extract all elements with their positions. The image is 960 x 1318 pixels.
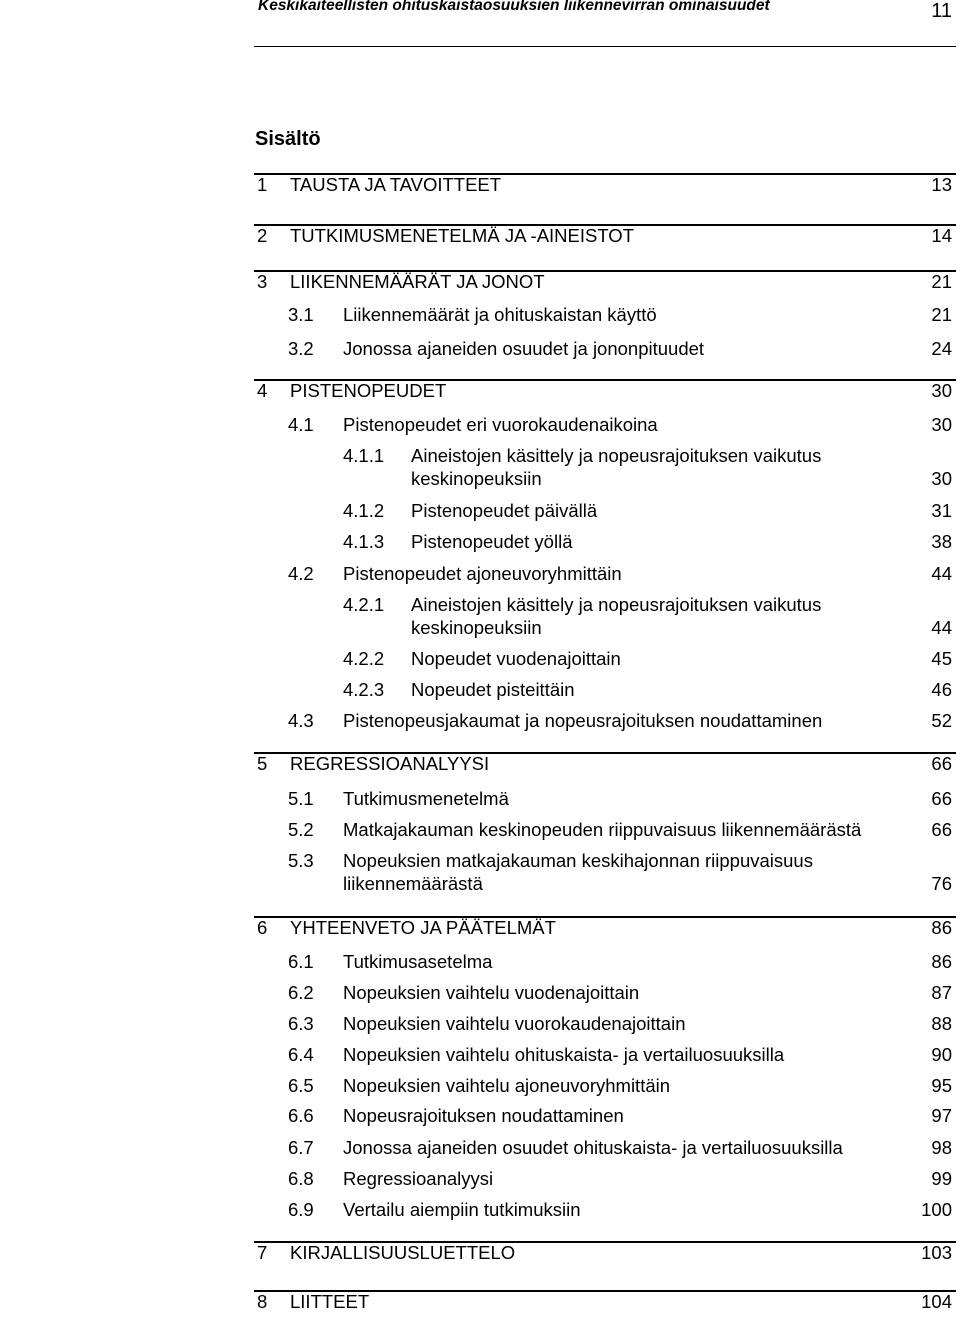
toc-entry-number: 6.3 (288, 1013, 314, 1034)
toc-entry-number: 4.3 (288, 710, 314, 731)
toc-entry-number: 5.2 (288, 819, 314, 840)
toc-entry-title: Nopeusrajoituksen noudattaminen (343, 1105, 624, 1126)
toc-entry-number: 6.8 (288, 1168, 314, 1189)
toc-entry-number: 4.1 (288, 414, 314, 435)
toc-entry-page: 44 (931, 617, 952, 638)
toc-entry-page: 14 (931, 225, 952, 246)
toc-entry-title: Jonossa ajaneiden osuudet ja jononpituudet (343, 338, 705, 359)
toc-entry-number: 4.1.1 (343, 445, 385, 466)
toc-entry-page: 86 (931, 951, 952, 972)
toc-entry-page: 100 (921, 1199, 952, 1220)
toc-entry-page: 24 (931, 338, 952, 359)
toc-entry-7[interactable] (254, 1241, 956, 1263)
toc-entry-number: 4.2.3 (343, 679, 385, 700)
toc-entry-page: 95 (931, 1075, 952, 1096)
toc-entry-title: PISTENOPEUDET (290, 380, 447, 401)
toc-entry-number: 6.6 (288, 1105, 314, 1126)
toc-entry-title: Pistenopeudet eri vuorokaudenaikoina (343, 414, 658, 435)
toc-entry-title: Matkajakauman keskinopeuden riippuvaisuus liikennemäärästä (343, 819, 862, 840)
toc-entry-title: Liikennemäärät ja ohituskaistan käyttö (343, 304, 657, 325)
toc-entry-2[interactable] (254, 224, 956, 246)
toc-entry-page: 87 (931, 982, 952, 1003)
toc-entry-number: 4.2 (288, 563, 314, 584)
toc-entry-number: 6.1 (288, 951, 314, 972)
toc-entry-title: Nopeuksien vaihtelu vuorokaudenajoittain (343, 1013, 686, 1034)
toc-entry-number: 6.2 (288, 982, 314, 1003)
toc-entry-page: 31 (931, 500, 952, 521)
toc-entry-title: Pistenopeudet päivällä (411, 500, 598, 521)
toc-entry-title-line1: Aineistojen käsittely ja nopeusrajoituksen vaikutus (411, 594, 822, 615)
toc-entry-number: 4.2.1 (343, 594, 385, 615)
toc-entry-number: 3.1 (288, 304, 314, 325)
toc-entry-title: Pistenopeudet ajoneuvoryhmittäin (343, 563, 622, 584)
toc-entry-4[interactable] (254, 379, 956, 401)
toc-entry-1[interactable] (254, 173, 956, 195)
toc-entry-title-line2: keskinopeuksiin (411, 468, 542, 489)
toc-entry-page: 76 (931, 873, 952, 894)
toc-entry-page: 88 (931, 1013, 952, 1034)
toc-entry-title: KIRJALLISUUSLUETTELO (290, 1242, 516, 1263)
toc-entry-title-line2: liikennemäärästä (343, 873, 483, 894)
toc-entry-title: LIITTEET (290, 1291, 370, 1312)
toc-entry-number: 2 (257, 225, 268, 246)
toc-entry-number: 6.4 (288, 1044, 314, 1065)
toc-entry-title: LIIKENNEMÄÄRÄT JA JONOT (290, 271, 545, 292)
toc-entry-page: 103 (921, 1242, 952, 1263)
toc-entry-title: Jonossa ajaneiden osuudet ohituskaista- ja vertailuosuuksilla (343, 1137, 843, 1158)
toc-entry-page: 44 (931, 563, 952, 584)
toc-entry-title: Nopeuksien vaihtelu ohituskaista- ja vertailuosuuksilla (343, 1044, 785, 1065)
toc-entry-number: 5.1 (288, 788, 314, 809)
running-title: Keskikaiteellisten ohituskaistaosuuksien liikennevirran ominaisuudet (258, 0, 770, 14)
toc-entry-5[interactable] (254, 752, 956, 774)
toc-entry-number: 1 (257, 174, 268, 195)
toc-entry-page: 21 (931, 304, 952, 325)
toc-entry-number: 4.2.2 (343, 648, 385, 669)
toc-entry-number: 5 (257, 753, 268, 774)
toc-entry-title: Vertailu aiempiin tutkimuksiin (343, 1199, 581, 1220)
toc-entry-number: 6.5 (288, 1075, 314, 1096)
toc-entry-number: 8 (257, 1291, 268, 1312)
toc-entry-title: Nopeuksien vaihtelu ajoneuvoryhmittäin (343, 1075, 671, 1096)
toc-entry-title: YHTEENVETO JA PÄÄTELMÄT (290, 917, 556, 938)
toc-entry-page: 104 (921, 1291, 952, 1312)
toc-entry-title: Nopeudet vuodenajoittain (411, 648, 621, 669)
toc-entry-number: 3 (257, 271, 268, 292)
toc-entry-page: 52 (931, 710, 952, 731)
toc-entry-page: 21 (931, 271, 952, 292)
toc-entry-page: 66 (931, 753, 952, 774)
toc-entry-title: TUTKIMUSMENETELMÄ JA -AINEISTOT (290, 225, 635, 246)
header-divider (254, 46, 956, 47)
toc-entry-6[interactable] (254, 916, 956, 938)
toc-entry-number: 6.7 (288, 1137, 314, 1158)
toc-entry-page: 98 (931, 1137, 952, 1158)
toc-entry-title: Tutkimusasetelma (343, 951, 493, 972)
toc-entry-number: 5.3 (288, 850, 314, 871)
page-number: 11 (931, 0, 952, 22)
toc-entry-page: 90 (931, 1044, 952, 1065)
toc-entry-title: Regressioanalyysi (343, 1168, 494, 1189)
toc-heading: Sisältö (255, 128, 321, 150)
toc-entry-page: 99 (931, 1168, 952, 1189)
toc-entry-number: 7 (257, 1242, 268, 1263)
toc-entry-page: 46 (931, 679, 952, 700)
toc-entry-page: 38 (931, 531, 952, 552)
toc-entry-page: 45 (931, 648, 952, 669)
toc-entry-page: 30 (931, 468, 952, 489)
toc-entry-3[interactable] (254, 270, 956, 292)
toc-entry-title: Nopeuksien vaihtelu vuodenajoittain (343, 982, 640, 1003)
toc-entry-page: 30 (931, 380, 952, 401)
toc-entry-number: 4 (257, 380, 268, 401)
toc-entry-title: TAUSTA JA TAVOITTEET (290, 174, 502, 195)
toc-entry-8[interactable] (254, 1290, 956, 1312)
toc-entry-number: 3.2 (288, 338, 314, 359)
toc-entry-number: 4.1.2 (343, 500, 385, 521)
toc-entry-page: 13 (931, 174, 952, 195)
toc-entry-title: Pistenopeudet yöllä (411, 531, 573, 552)
toc-entry-page: 66 (931, 819, 952, 840)
toc-entry-title-line1: Nopeuksien matkajakauman keskihajonnan riippuvaisuus (343, 850, 813, 871)
toc-entry-number: 6 (257, 917, 268, 938)
toc-entry-title: Pistenopeusjakaumat ja nopeusrajoituksen noudattaminen (343, 710, 823, 731)
toc-entry-title-line2: keskinopeuksiin (411, 617, 542, 638)
toc-entry-page: 97 (931, 1105, 952, 1126)
toc-entry-title: REGRESSIOANALYYSI (290, 753, 490, 774)
toc-entry-page: 86 (931, 917, 952, 938)
toc-entry-number: 6.9 (288, 1199, 314, 1220)
toc-entry-page: 30 (931, 414, 952, 435)
toc-entry-page: 66 (931, 788, 952, 809)
toc-entry-number: 4.1.3 (343, 531, 385, 552)
toc-entry-title: Nopeudet pisteittäin (411, 679, 575, 700)
page-header (0, 0, 960, 50)
toc-entry-title: Tutkimusmenetelmä (343, 788, 509, 809)
toc-entry-title-line1: Aineistojen käsittely ja nopeusrajoituksen vaikutus (411, 445, 822, 466)
